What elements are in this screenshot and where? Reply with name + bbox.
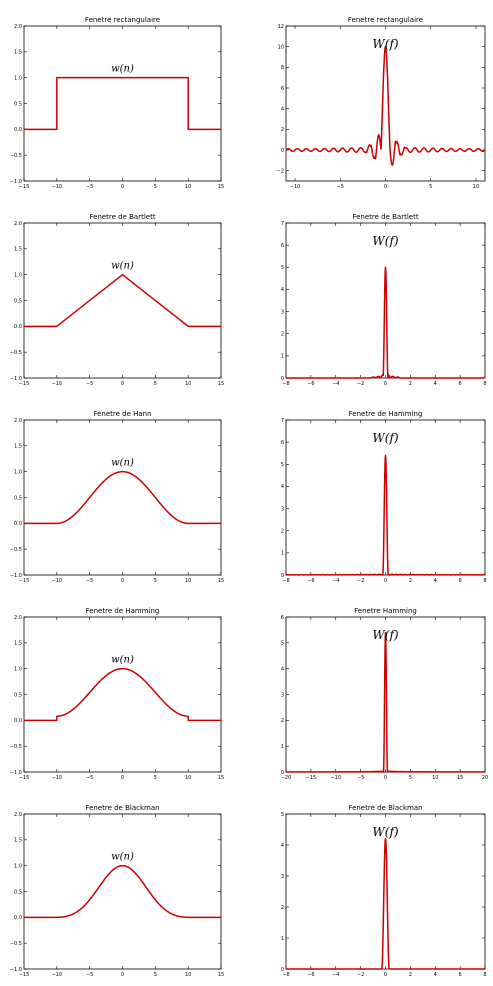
- x-tick-label: −10: [51, 184, 63, 190]
- x-tick-label: −15: [18, 578, 30, 584]
- x-tick-label: 6: [458, 972, 462, 978]
- annotation-label: w(n): [111, 851, 134, 863]
- chart-bartlett-time: [10, 213, 224, 387]
- x-tick-label: 6: [458, 381, 462, 387]
- chart-hann-time: [10, 410, 224, 584]
- y-tick-label: 2: [280, 718, 284, 725]
- chart-title: Fenetre de Hamming: [348, 410, 423, 418]
- x-tick-label: −15: [18, 972, 30, 978]
- x-tick-label: 6: [458, 578, 462, 584]
- x-tick-label: 15: [456, 775, 464, 781]
- y-tick-label: 0.0: [14, 324, 22, 331]
- chart-rect-time: [10, 16, 224, 190]
- series-line: [24, 669, 221, 721]
- annotation-label: W(f): [372, 825, 399, 839]
- series-line: [24, 472, 221, 524]
- x-tick-label: −6: [307, 578, 315, 584]
- x-tick-label: −2: [356, 381, 365, 387]
- y-tick-label: 6: [280, 242, 284, 249]
- y-tick-label: −1.0: [9, 375, 22, 382]
- annotation-label: w(n): [111, 63, 134, 75]
- x-tick-label: 15: [217, 184, 225, 190]
- x-tick-label: 2: [408, 381, 412, 387]
- y-tick-label: 0.5: [14, 692, 22, 699]
- y-tick-label: 5: [280, 811, 284, 818]
- chart-title: Fenetre de Bartlett: [352, 213, 419, 221]
- x-tick-label: −20: [280, 775, 292, 781]
- y-tick-label: 1.0: [14, 666, 22, 673]
- annotation-label: w(n): [111, 654, 134, 666]
- y-tick-label: 4: [280, 484, 284, 491]
- x-tick-label: 10: [184, 578, 192, 584]
- x-tick-label: 0: [383, 184, 388, 190]
- x-tick-label: 15: [217, 578, 225, 584]
- y-tick-label: 3: [280, 692, 284, 699]
- x-tick-label: −4: [332, 381, 340, 387]
- x-tick-label: −15: [305, 775, 317, 781]
- y-tick-label: 3: [280, 873, 284, 880]
- y-tick-label: 2.0: [14, 23, 22, 30]
- x-tick-label: 10: [184, 184, 192, 190]
- y-tick-label: 2: [280, 528, 284, 535]
- y-tick-label: 2.0: [14, 614, 22, 621]
- chart-blackman-time: [10, 804, 224, 978]
- y-tick-label: 4: [280, 287, 284, 294]
- y-tick-label: −1.0: [9, 178, 22, 185]
- x-tick-label: 0: [120, 184, 125, 190]
- x-tick-label: 0: [120, 578, 125, 584]
- x-tick-label: −8: [282, 381, 290, 387]
- y-tick-label: −1.0: [9, 966, 22, 973]
- x-tick-label: 8: [483, 972, 487, 978]
- annotation-label: W(f): [372, 628, 399, 642]
- annotation-label: W(f): [372, 431, 399, 445]
- x-tick-label: 0: [120, 775, 125, 781]
- y-tick-label: −0.5: [9, 152, 22, 159]
- y-tick-label: 4: [280, 842, 284, 849]
- x-tick-label: 8: [483, 381, 487, 387]
- x-tick-label: −5: [85, 184, 94, 190]
- y-tick-label: −0.5: [9, 349, 22, 356]
- x-tick-label: 2: [408, 578, 412, 584]
- x-tick-label: 10: [184, 972, 192, 978]
- y-tick-label: 7: [280, 220, 284, 227]
- y-tick-label: −2: [276, 168, 284, 175]
- x-tick-label: −5: [85, 381, 94, 387]
- x-tick-label: −10: [289, 184, 301, 190]
- x-tick-label: −10: [51, 578, 63, 584]
- y-tick-label: 1.5: [14, 837, 22, 844]
- x-tick-label: 15: [217, 972, 225, 978]
- x-tick-label: −10: [330, 775, 342, 781]
- x-tick-label: 10: [184, 775, 192, 781]
- x-tick-label: 20: [481, 775, 489, 781]
- annotation-label: W(f): [372, 234, 399, 248]
- y-tick-label: 1: [280, 353, 284, 360]
- y-tick-label: 7: [280, 417, 284, 424]
- x-tick-label: −5: [336, 184, 344, 190]
- x-tick-label: −2: [356, 578, 365, 584]
- y-tick-label: 1.0: [14, 272, 22, 279]
- x-tick-label: 2: [408, 972, 412, 978]
- y-tick-label: 8: [280, 65, 284, 72]
- y-tick-label: 0.0: [14, 127, 22, 134]
- chart-hamming-freq-2: [281, 607, 488, 781]
- x-tick-label: 4: [433, 972, 437, 978]
- x-tick-label: −2: [356, 972, 365, 978]
- x-tick-label: −5: [356, 775, 365, 781]
- x-tick-label: −4: [332, 972, 340, 978]
- y-tick-label: 1.5: [14, 246, 22, 253]
- y-tick-label: 0.5: [14, 495, 22, 502]
- series-line: [286, 267, 485, 378]
- y-tick-label: 5: [280, 462, 284, 469]
- chart-title: Fenetre rectangulaire: [347, 16, 424, 24]
- y-tick-label: 0.5: [14, 101, 22, 108]
- y-tick-label: 0.0: [14, 718, 22, 725]
- chart-rect-freq: [277, 16, 485, 190]
- chart-title: Fenetre de Blackman: [348, 804, 423, 812]
- y-tick-label: 0.5: [14, 298, 22, 305]
- y-tick-label: 2: [280, 904, 284, 911]
- x-tick-label: 5: [408, 775, 412, 781]
- plot-frame: [24, 223, 221, 378]
- y-tick-label: 1: [280, 550, 284, 557]
- y-tick-label: 5: [280, 640, 284, 647]
- x-tick-label: 5: [153, 381, 157, 387]
- y-tick-label: 2.0: [14, 220, 22, 227]
- x-tick-label: 8: [483, 578, 487, 584]
- x-tick-label: 5: [153, 184, 157, 190]
- series-line: [286, 633, 485, 773]
- y-tick-label: 1.5: [14, 49, 22, 56]
- x-tick-label: −6: [307, 381, 315, 387]
- series-line: [286, 47, 485, 165]
- annotation-label: w(n): [111, 260, 134, 272]
- x-tick-label: 5: [429, 184, 433, 190]
- y-tick-label: 2.0: [14, 811, 22, 818]
- y-tick-label: 12: [277, 23, 284, 30]
- x-tick-label: 0: [120, 381, 125, 387]
- y-tick-label: −0.5: [9, 546, 22, 553]
- y-tick-label: 2: [280, 127, 284, 134]
- y-tick-label: 2.0: [14, 417, 22, 424]
- series-line: [24, 275, 221, 327]
- y-tick-label: 4: [280, 666, 284, 673]
- y-tick-label: −1.0: [9, 769, 22, 776]
- y-tick-label: 1.5: [14, 443, 22, 450]
- plot-frame: [24, 617, 221, 772]
- y-tick-label: 0: [280, 147, 284, 154]
- chart-hamming-freq-1: [281, 410, 487, 584]
- x-tick-label: 0: [383, 972, 388, 978]
- y-tick-label: 1.5: [14, 640, 22, 647]
- x-tick-label: 0: [383, 381, 388, 387]
- chart-blackman-freq: [281, 804, 487, 978]
- x-tick-label: 10: [432, 775, 439, 781]
- series-line: [286, 455, 485, 575]
- y-tick-label: −0.5: [9, 743, 22, 750]
- chart-title: Fenetre de Blackman: [85, 804, 160, 812]
- series-line: [286, 839, 485, 969]
- y-tick-label: 1.0: [14, 75, 22, 82]
- plot-frame: [24, 814, 221, 969]
- y-tick-label: 0.0: [14, 915, 22, 922]
- y-tick-label: 6: [280, 439, 284, 446]
- y-tick-label: 0: [280, 375, 284, 382]
- x-tick-label: −10: [51, 381, 63, 387]
- y-tick-label: 1.0: [14, 863, 22, 870]
- x-tick-label: 0: [383, 775, 388, 781]
- y-tick-label: 0.0: [14, 521, 22, 528]
- series-line: [24, 78, 221, 130]
- y-tick-label: 0: [280, 769, 284, 776]
- annotation-label: w(n): [111, 457, 134, 469]
- x-tick-label: −10: [51, 775, 63, 781]
- y-tick-label: 3: [280, 309, 284, 316]
- x-tick-label: 15: [217, 775, 225, 781]
- plot-frame: [24, 26, 221, 181]
- x-tick-label: −8: [282, 578, 290, 584]
- chart-title: Fenetre rectangulaire: [84, 16, 161, 24]
- y-tick-label: 1: [280, 935, 284, 942]
- chart-title: Fenetre de Bartlett: [89, 213, 156, 221]
- y-tick-label: 2: [280, 331, 284, 338]
- y-tick-label: 0.5: [14, 889, 22, 896]
- x-tick-label: 5: [153, 775, 157, 781]
- y-tick-label: 6: [280, 85, 284, 92]
- series-line: [24, 866, 221, 918]
- y-tick-label: 0: [280, 966, 284, 973]
- x-tick-label: −4: [332, 578, 340, 584]
- x-tick-label: 4: [433, 381, 437, 387]
- y-tick-label: 6: [280, 614, 284, 621]
- chart-hamming-time: [10, 607, 224, 781]
- x-tick-label: 5: [153, 972, 157, 978]
- x-tick-label: −15: [18, 381, 30, 387]
- x-tick-label: −15: [18, 775, 30, 781]
- x-tick-label: 10: [184, 381, 192, 387]
- x-tick-label: −5: [85, 972, 94, 978]
- plot-frame: [24, 420, 221, 575]
- x-tick-label: 10: [472, 184, 480, 190]
- annotation-label: W(f): [372, 37, 399, 51]
- x-tick-label: −10: [51, 972, 63, 978]
- x-tick-label: −5: [85, 775, 94, 781]
- chart-title: Fenetre de Hann: [93, 410, 152, 418]
- x-tick-label: 15: [217, 381, 225, 387]
- y-tick-label: 5: [280, 265, 284, 272]
- y-tick-label: 3: [280, 506, 284, 513]
- x-tick-label: −6: [307, 972, 315, 978]
- y-tick-label: 1.0: [14, 469, 22, 476]
- x-tick-label: −5: [85, 578, 94, 584]
- y-tick-label: 4: [280, 106, 284, 113]
- x-tick-label: 0: [120, 972, 125, 978]
- chart-title: Fenetre de Hamming: [85, 607, 160, 615]
- y-tick-label: 0: [280, 572, 284, 579]
- x-tick-label: −15: [18, 184, 30, 190]
- y-tick-label: −0.5: [9, 940, 22, 947]
- y-tick-label: 10: [277, 44, 284, 51]
- y-tick-label: −1.0: [9, 572, 22, 579]
- x-tick-label: 0: [383, 578, 388, 584]
- chart-title: Fenetre Hamming: [354, 607, 417, 615]
- chart-bartlett-freq: [281, 213, 487, 387]
- x-tick-label: 4: [433, 578, 437, 584]
- x-tick-label: 5: [153, 578, 157, 584]
- y-tick-label: 1: [280, 743, 284, 750]
- x-tick-label: −8: [282, 972, 290, 978]
